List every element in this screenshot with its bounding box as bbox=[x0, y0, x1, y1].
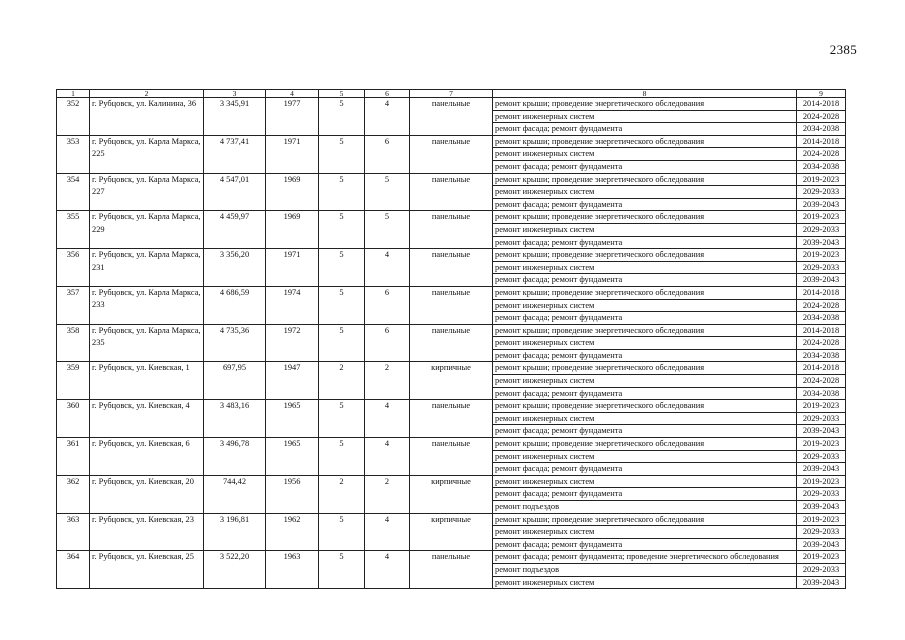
area-cell: 3 522,20 bbox=[204, 551, 266, 589]
year-cell: 1969 bbox=[266, 173, 319, 211]
area-cell: 4 735,36 bbox=[204, 324, 266, 362]
address-cell: г. Рубцовск, ул. Киевская, 1 bbox=[90, 362, 204, 400]
repair-period-cell: 2029-2033 bbox=[797, 526, 846, 539]
repair-period-cell: 2014-2018 bbox=[797, 98, 846, 111]
column-header: 1 bbox=[57, 90, 90, 98]
housing-repair-table bbox=[56, 89, 846, 589]
repair-period-cell: 2019-2023 bbox=[797, 249, 846, 262]
repair-work-cell: ремонт инженерных систем bbox=[493, 186, 797, 199]
area-cell: 4 459,97 bbox=[204, 211, 266, 249]
repair-period-cell: 2034-2038 bbox=[797, 123, 846, 136]
floors-cell: 2 bbox=[319, 362, 365, 400]
entrances-cell: 4 bbox=[365, 98, 410, 136]
row-number-cell: 361 bbox=[57, 438, 90, 476]
address-cell: г. Рубцовск, ул. Киевская, 20 bbox=[90, 475, 204, 513]
repair-period-cell: 2024-2028 bbox=[797, 299, 846, 312]
repair-work-cell: ремонт крыши; проведение энергетического обследования bbox=[493, 400, 797, 413]
repair-period-cell: 2029-2033 bbox=[797, 450, 846, 463]
repair-work-cell: ремонт инженерных систем bbox=[493, 337, 797, 350]
repair-period-cell: 2024-2028 bbox=[797, 110, 846, 123]
area-cell: 697,95 bbox=[204, 362, 266, 400]
wall-material-cell: панельные bbox=[410, 211, 493, 249]
floors-cell: 5 bbox=[319, 438, 365, 476]
year-cell: 1969 bbox=[266, 211, 319, 249]
repair-work-cell: ремонт фасада; ремонт фундамента bbox=[493, 538, 797, 551]
area-cell: 744,42 bbox=[204, 475, 266, 513]
address-cell: г. Рубцовск, ул. Карла Маркса, 231 bbox=[90, 249, 204, 287]
entrances-cell: 4 bbox=[365, 249, 410, 287]
repair-period-cell: 2029-2033 bbox=[797, 261, 846, 274]
row-number-cell: 352 bbox=[57, 98, 90, 136]
repair-work-cell: ремонт фасада; ремонт фундамента bbox=[493, 160, 797, 173]
repair-period-cell: 2039-2043 bbox=[797, 501, 846, 514]
wall-material-cell: кирпичные bbox=[410, 362, 493, 400]
floors-cell: 5 bbox=[319, 400, 365, 438]
column-header: 3 bbox=[204, 90, 266, 98]
repair-work-cell: ремонт фасада; ремонт фундамента bbox=[493, 488, 797, 501]
repair-period-cell: 2019-2023 bbox=[797, 211, 846, 224]
repair-period-cell: 2024-2028 bbox=[797, 148, 846, 161]
repair-work-cell: ремонт инженерных систем bbox=[493, 299, 797, 312]
entrances-cell: 4 bbox=[365, 400, 410, 438]
entrances-cell: 4 bbox=[365, 513, 410, 551]
repair-period-cell: 2014-2018 bbox=[797, 324, 846, 337]
year-cell: 1947 bbox=[266, 362, 319, 400]
table-row bbox=[57, 135, 846, 148]
repair-work-cell: ремонт крыши; проведение энергетического обследования bbox=[493, 98, 797, 111]
repair-work-cell: ремонт инженерных систем bbox=[493, 261, 797, 274]
repair-work-cell: ремонт фасада; ремонт фундамента; проведение энергетического обследования bbox=[493, 551, 797, 564]
repair-work-cell: ремонт подъездов bbox=[493, 501, 797, 514]
wall-material-cell: панельные bbox=[410, 551, 493, 589]
repair-work-cell: ремонт крыши; проведение энергетического обследования bbox=[493, 362, 797, 375]
entrances-cell: 2 bbox=[365, 475, 410, 513]
entrances-cell: 6 bbox=[365, 135, 410, 173]
repair-period-cell: 2029-2033 bbox=[797, 563, 846, 576]
address-cell: г. Рубцовск, ул. Карла Маркса, 229 bbox=[90, 211, 204, 249]
year-cell: 1963 bbox=[266, 551, 319, 589]
repair-work-cell: ремонт фасада; ремонт фундамента bbox=[493, 236, 797, 249]
repair-period-cell: 2039-2043 bbox=[797, 463, 846, 476]
repair-work-cell: ремонт фасада; ремонт фундамента bbox=[493, 312, 797, 325]
entrances-cell: 5 bbox=[365, 173, 410, 211]
repair-work-cell: ремонт инженерных систем bbox=[493, 576, 797, 589]
address-cell: г. Рубцовск, ул. Киевская, 25 bbox=[90, 551, 204, 589]
wall-material-cell: кирпичные bbox=[410, 513, 493, 551]
address-cell: г. Рубцовск, ул. Карла Маркса, 227 bbox=[90, 173, 204, 211]
table-row bbox=[57, 551, 846, 564]
address-cell: г. Рубцовск, ул. Киевская, 6 bbox=[90, 438, 204, 476]
address-cell: г. Рубцовск, ул. Калинина, 36 bbox=[90, 98, 204, 136]
table-body bbox=[57, 98, 846, 589]
repair-work-cell: ремонт крыши; проведение энергетического обследования bbox=[493, 513, 797, 526]
table-row bbox=[57, 249, 846, 262]
repair-work-cell: ремонт фасада; ремонт фундамента bbox=[493, 274, 797, 287]
repair-work-cell: ремонт крыши; проведение энергетического обследования bbox=[493, 324, 797, 337]
year-cell: 1971 bbox=[266, 135, 319, 173]
area-cell: 3 483,16 bbox=[204, 400, 266, 438]
table-row bbox=[57, 400, 846, 413]
area-cell: 3 496,78 bbox=[204, 438, 266, 476]
repair-work-cell: ремонт крыши; проведение энергетического обследования bbox=[493, 286, 797, 299]
repair-work-cell: ремонт крыши; проведение энергетического обследования bbox=[493, 135, 797, 148]
area-cell: 3 345,91 bbox=[204, 98, 266, 136]
repair-period-cell: 2024-2028 bbox=[797, 375, 846, 388]
area-cell: 3 356,20 bbox=[204, 249, 266, 287]
table-row bbox=[57, 324, 846, 337]
column-header: 2 bbox=[90, 90, 204, 98]
repair-period-cell: 2039-2043 bbox=[797, 274, 846, 287]
entrances-cell: 2 bbox=[365, 362, 410, 400]
repair-period-cell: 2039-2043 bbox=[797, 236, 846, 249]
row-number-cell: 353 bbox=[57, 135, 90, 173]
row-number-cell: 357 bbox=[57, 286, 90, 324]
row-number-cell: 364 bbox=[57, 551, 90, 589]
entrances-cell: 5 bbox=[365, 211, 410, 249]
repair-work-cell: ремонт инженерных систем bbox=[493, 526, 797, 539]
year-cell: 1962 bbox=[266, 513, 319, 551]
area-cell: 4 547,01 bbox=[204, 173, 266, 211]
repair-work-cell: ремонт крыши; проведение энергетического обследования bbox=[493, 249, 797, 262]
area-cell: 3 196,81 bbox=[204, 513, 266, 551]
repair-period-cell: 2034-2038 bbox=[797, 160, 846, 173]
area-cell: 4 737,41 bbox=[204, 135, 266, 173]
wall-material-cell: панельные bbox=[410, 135, 493, 173]
table-row bbox=[57, 211, 846, 224]
floors-cell: 5 bbox=[319, 551, 365, 589]
repair-period-cell: 2029-2033 bbox=[797, 412, 846, 425]
table-row bbox=[57, 286, 846, 299]
column-number-row bbox=[57, 90, 846, 98]
repair-period-cell: 2039-2043 bbox=[797, 576, 846, 589]
row-number-cell: 363 bbox=[57, 513, 90, 551]
column-header: 4 bbox=[266, 90, 319, 98]
repair-work-cell: ремонт фасада; ремонт фундамента bbox=[493, 123, 797, 136]
repair-period-cell: 2014-2018 bbox=[797, 286, 846, 299]
wall-material-cell: панельные bbox=[410, 173, 493, 211]
entrances-cell: 4 bbox=[365, 551, 410, 589]
floors-cell: 5 bbox=[319, 173, 365, 211]
table-row bbox=[57, 513, 846, 526]
address-cell: г. Рубцовск, ул. Карла Маркса, 233 bbox=[90, 286, 204, 324]
address-cell: г. Рубцовск, ул. Карла Маркса, 225 bbox=[90, 135, 204, 173]
repair-work-cell: ремонт подъездов bbox=[493, 563, 797, 576]
wall-material-cell: панельные bbox=[410, 286, 493, 324]
table-row bbox=[57, 362, 846, 375]
repair-work-cell: ремонт фасада; ремонт фундамента bbox=[493, 425, 797, 438]
entrances-cell: 6 bbox=[365, 324, 410, 362]
repair-work-cell: ремонт инженерных систем bbox=[493, 412, 797, 425]
repair-period-cell: 2039-2043 bbox=[797, 538, 846, 551]
repair-period-cell: 2029-2033 bbox=[797, 488, 846, 501]
repair-work-cell: ремонт фасада; ремонт фундамента bbox=[493, 387, 797, 400]
repair-work-cell: ремонт инженерных систем bbox=[493, 450, 797, 463]
repair-period-cell: 2039-2043 bbox=[797, 425, 846, 438]
table-row bbox=[57, 438, 846, 451]
year-cell: 1974 bbox=[266, 286, 319, 324]
repair-work-cell: ремонт фасада; ремонт фундамента bbox=[493, 198, 797, 211]
area-cell: 4 686,59 bbox=[204, 286, 266, 324]
repair-work-cell: ремонт фасада; ремонт фундамента bbox=[493, 463, 797, 476]
entrances-cell: 6 bbox=[365, 286, 410, 324]
floors-cell: 5 bbox=[319, 98, 365, 136]
repair-work-cell: ремонт инженерных систем bbox=[493, 375, 797, 388]
year-cell: 1965 bbox=[266, 438, 319, 476]
column-header: 5 bbox=[319, 90, 365, 98]
table-row bbox=[57, 475, 846, 488]
floors-cell: 5 bbox=[319, 513, 365, 551]
floors-cell: 5 bbox=[319, 211, 365, 249]
column-header: 8 bbox=[493, 90, 797, 98]
address-cell: г. Рубцовск, ул. Киевская, 23 bbox=[90, 513, 204, 551]
page-number: 2385 bbox=[829, 42, 857, 57]
row-number-cell: 362 bbox=[57, 475, 90, 513]
floors-cell: 5 bbox=[319, 324, 365, 362]
row-number-cell: 356 bbox=[57, 249, 90, 287]
row-number-cell: 358 bbox=[57, 324, 90, 362]
repair-work-cell: ремонт инженерных систем bbox=[493, 110, 797, 123]
repair-period-cell: 2014-2018 bbox=[797, 362, 846, 375]
floors-cell: 5 bbox=[319, 135, 365, 173]
repair-work-cell: ремонт крыши; проведение энергетического обследования bbox=[493, 173, 797, 186]
repair-period-cell: 2039-2043 bbox=[797, 198, 846, 211]
repair-period-cell: 2029-2033 bbox=[797, 223, 846, 236]
column-header: 7 bbox=[410, 90, 493, 98]
repair-period-cell: 2024-2028 bbox=[797, 337, 846, 350]
year-cell: 1977 bbox=[266, 98, 319, 136]
repair-work-cell: ремонт крыши; проведение энергетического обследования bbox=[493, 438, 797, 451]
entrances-cell: 4 bbox=[365, 438, 410, 476]
repair-period-cell: 2029-2033 bbox=[797, 186, 846, 199]
repair-period-cell: 2034-2038 bbox=[797, 387, 846, 400]
repair-work-cell: ремонт инженерных систем bbox=[493, 148, 797, 161]
year-cell: 1971 bbox=[266, 249, 319, 287]
floors-cell: 5 bbox=[319, 249, 365, 287]
wall-material-cell: кирпичные bbox=[410, 475, 493, 513]
row-number-cell: 359 bbox=[57, 362, 90, 400]
address-cell: г. Рубцовск, ул. Киевская, 4 bbox=[90, 400, 204, 438]
year-cell: 1965 bbox=[266, 400, 319, 438]
table-row bbox=[57, 173, 846, 186]
table-row bbox=[57, 98, 846, 111]
repair-period-cell: 2019-2023 bbox=[797, 173, 846, 186]
repair-period-cell: 2019-2023 bbox=[797, 513, 846, 526]
year-cell: 1972 bbox=[266, 324, 319, 362]
repair-work-cell: ремонт фасада; ремонт фундамента bbox=[493, 349, 797, 362]
repair-period-cell: 2019-2023 bbox=[797, 475, 846, 488]
wall-material-cell: панельные bbox=[410, 249, 493, 287]
column-header: 6 bbox=[365, 90, 410, 98]
floors-cell: 5 bbox=[319, 286, 365, 324]
repair-period-cell: 2034-2038 bbox=[797, 312, 846, 325]
address-cell: г. Рубцовск, ул. Карла Маркса, 235 bbox=[90, 324, 204, 362]
year-cell: 1956 bbox=[266, 475, 319, 513]
row-number-cell: 360 bbox=[57, 400, 90, 438]
row-number-cell: 354 bbox=[57, 173, 90, 211]
repair-period-cell: 2034-2038 bbox=[797, 349, 846, 362]
row-number-cell: 355 bbox=[57, 211, 90, 249]
repair-work-cell: ремонт крыши; проведение энергетического обследования bbox=[493, 211, 797, 224]
repair-period-cell: 2019-2023 bbox=[797, 438, 846, 451]
wall-material-cell: панельные bbox=[410, 324, 493, 362]
wall-material-cell: панельные bbox=[410, 438, 493, 476]
floors-cell: 2 bbox=[319, 475, 365, 513]
repair-work-cell: ремонт инженерных систем bbox=[493, 475, 797, 488]
repair-period-cell: 2019-2023 bbox=[797, 551, 846, 564]
table-header bbox=[57, 90, 846, 98]
repair-period-cell: 2019-2023 bbox=[797, 400, 846, 413]
column-header: 9 bbox=[797, 90, 846, 98]
repair-period-cell: 2014-2018 bbox=[797, 135, 846, 148]
wall-material-cell: панельные bbox=[410, 98, 493, 136]
repair-work-cell: ремонт инженерных систем bbox=[493, 223, 797, 236]
wall-material-cell: панельные bbox=[410, 400, 493, 438]
